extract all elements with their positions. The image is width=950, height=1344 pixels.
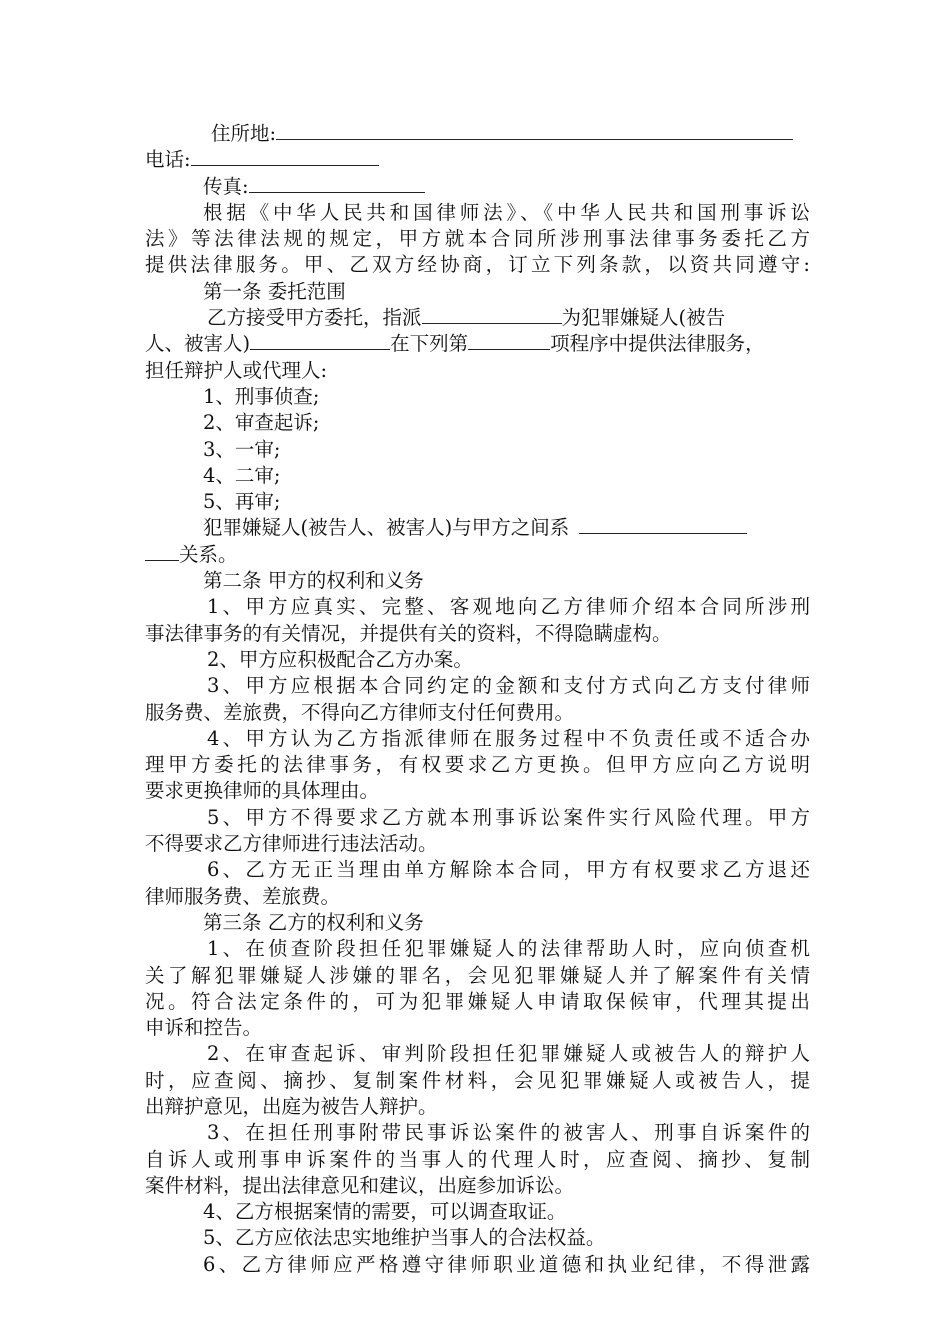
fax-label: 传真: bbox=[203, 174, 249, 198]
article-heading: 第一条 委托范围 bbox=[203, 279, 346, 303]
list-item: 3、一审; bbox=[203, 437, 281, 461]
article-heading: 第三条 乙方的权利和义务 bbox=[203, 910, 424, 934]
paragraph-line: 3、在担任刑事附带民事诉讼案件的被害人、刑事自诉案件的 bbox=[207, 1121, 810, 1145]
paragraph-line: 担任辩护人或代理人: bbox=[145, 358, 328, 382]
paragraph-line: 自诉人或刑事申诉案件的当事人的代理人时，应查阅、摘抄、复制 bbox=[145, 1147, 810, 1171]
assignment-line bbox=[145, 305, 810, 331]
relation-blank[interactable] bbox=[579, 515, 747, 534]
paragraph-line: 法》等法律法规的规定，甲方就本合同所涉刑事法律事务委托乙方 bbox=[145, 227, 810, 251]
paragraph-line: 事法律事务的有关情况，并提供有关的资料，不得隐瞒虚构。 bbox=[145, 621, 672, 645]
paragraph-line: 不得要求乙方律师进行违法活动。 bbox=[145, 832, 438, 856]
paragraph-line: 4、乙方根据案情的需要，可以调查取证。 bbox=[203, 1200, 567, 1224]
paragraph-line: 案件材料，提出法律意见和建议，出庭参加诉讼。 bbox=[145, 1173, 575, 1197]
paragraph-text: 人、被害人) bbox=[145, 332, 251, 356]
paragraph-line: 6、乙方律师应严格遵守律师职业道德和执业纪律，不得泄露 bbox=[203, 1252, 810, 1276]
paragraph-text: 为犯罪嫌疑人(被告 bbox=[561, 306, 726, 330]
list-item: 4、二审; bbox=[203, 463, 281, 487]
phone-line bbox=[145, 147, 810, 173]
paragraph-line: 5、乙方应依法忠实地维护当事人的合法权益。 bbox=[203, 1226, 606, 1250]
contract-page bbox=[145, 121, 810, 1278]
paragraph-line: 要求更换律师的具体理由。 bbox=[145, 779, 380, 803]
relation-line bbox=[145, 515, 810, 541]
paragraph-line: 关了解犯罪嫌疑人涉嫌的罪名，会见犯罪嫌疑人并了解案件有关情 bbox=[145, 963, 810, 987]
list-item: 1、刑事侦查; bbox=[203, 384, 320, 408]
stage-blank[interactable] bbox=[468, 331, 550, 350]
relation-line-end bbox=[145, 542, 810, 568]
list-item: 5、再审; bbox=[203, 490, 281, 514]
paragraph-line: 5、甲方不得要求乙方就本刑事诉讼案件实行风险代理。甲方 bbox=[207, 805, 810, 829]
paragraph-line: 6、乙方无正当理由单方解除本合同，甲方有权要求乙方退还 bbox=[207, 858, 810, 882]
fax-line bbox=[145, 174, 810, 200]
relation-blank-cont[interactable] bbox=[145, 542, 179, 561]
paragraph-line: 1、甲方应真实、完整、客观地向乙方律师介绍本合同所涉刑 bbox=[207, 595, 810, 619]
paragraph-line: 2、在审查起诉、审判阶段担任犯罪嫌疑人或被告人的辩护人 bbox=[207, 1042, 810, 1066]
paragraph-line: 2、甲方应积极配合乙方办案。 bbox=[207, 647, 473, 671]
paragraph-line: 提供法律服务。甲、乙双方经协商，订立下列条款，以资共同遵守: bbox=[145, 253, 810, 277]
paragraph-line: 申诉和控告。 bbox=[145, 1016, 263, 1040]
paragraph-text: 关系。 bbox=[179, 542, 238, 566]
address-blank[interactable] bbox=[276, 121, 793, 140]
paragraph-line: 3、甲方应根据本合同约定的金额和支付方式向乙方支付律师 bbox=[207, 674, 810, 698]
paragraph-line: 根据《中华人民共和国律师法》、《中华人民共和国刑事诉讼 bbox=[203, 200, 810, 224]
paragraph-text: 项程序中提供法律服务， bbox=[550, 332, 765, 356]
address-label: 住所地: bbox=[211, 122, 277, 145]
lawyer-name-blank[interactable] bbox=[422, 305, 562, 324]
list-item: 2、审查起诉; bbox=[203, 411, 320, 435]
paragraph-line: 1、在侦查阶段担任犯罪嫌疑人的法律帮助人时，应向侦查机 bbox=[207, 937, 810, 961]
article-heading: 第二条 甲方的权利和义务 bbox=[203, 569, 424, 593]
paragraph-line: 4、甲方认为乙方指派律师在服务过程中不负责任或不适合办 bbox=[207, 726, 810, 750]
paragraph-line: 出辩护意见，出庭为被告人辩护。 bbox=[145, 1094, 438, 1118]
phone-label: 电话: bbox=[145, 148, 191, 172]
paragraph-line: 律师服务费、差旅费。 bbox=[145, 884, 341, 908]
paragraph-line: 服务费、差旅费，不得向乙方律师支付任何费用。 bbox=[145, 700, 575, 724]
paragraph-text: 在下列第 bbox=[390, 332, 469, 356]
paragraph-line: 时，应查阅、摘抄、复制案件材料，会见犯罪嫌疑人或被告人，提 bbox=[145, 1068, 810, 1092]
paragraph-text: 犯罪嫌疑人(被告人、被害人)与甲方之间系 bbox=[203, 516, 570, 540]
assignment-line bbox=[145, 331, 810, 357]
paragraph-line: 况。符合法定条件的，可为犯罪嫌疑人申请取保候审，代理其提出 bbox=[145, 989, 810, 1013]
party-name-blank[interactable] bbox=[250, 331, 390, 350]
fax-blank[interactable] bbox=[249, 174, 425, 193]
paragraph-line: 理甲方委托的法律事务，有权要求乙方更换。但甲方应向乙方说明 bbox=[145, 753, 810, 777]
paragraph-text: 乙方接受甲方委托，指派 bbox=[207, 306, 422, 330]
phone-blank[interactable] bbox=[191, 147, 379, 166]
address-line bbox=[145, 121, 810, 147]
